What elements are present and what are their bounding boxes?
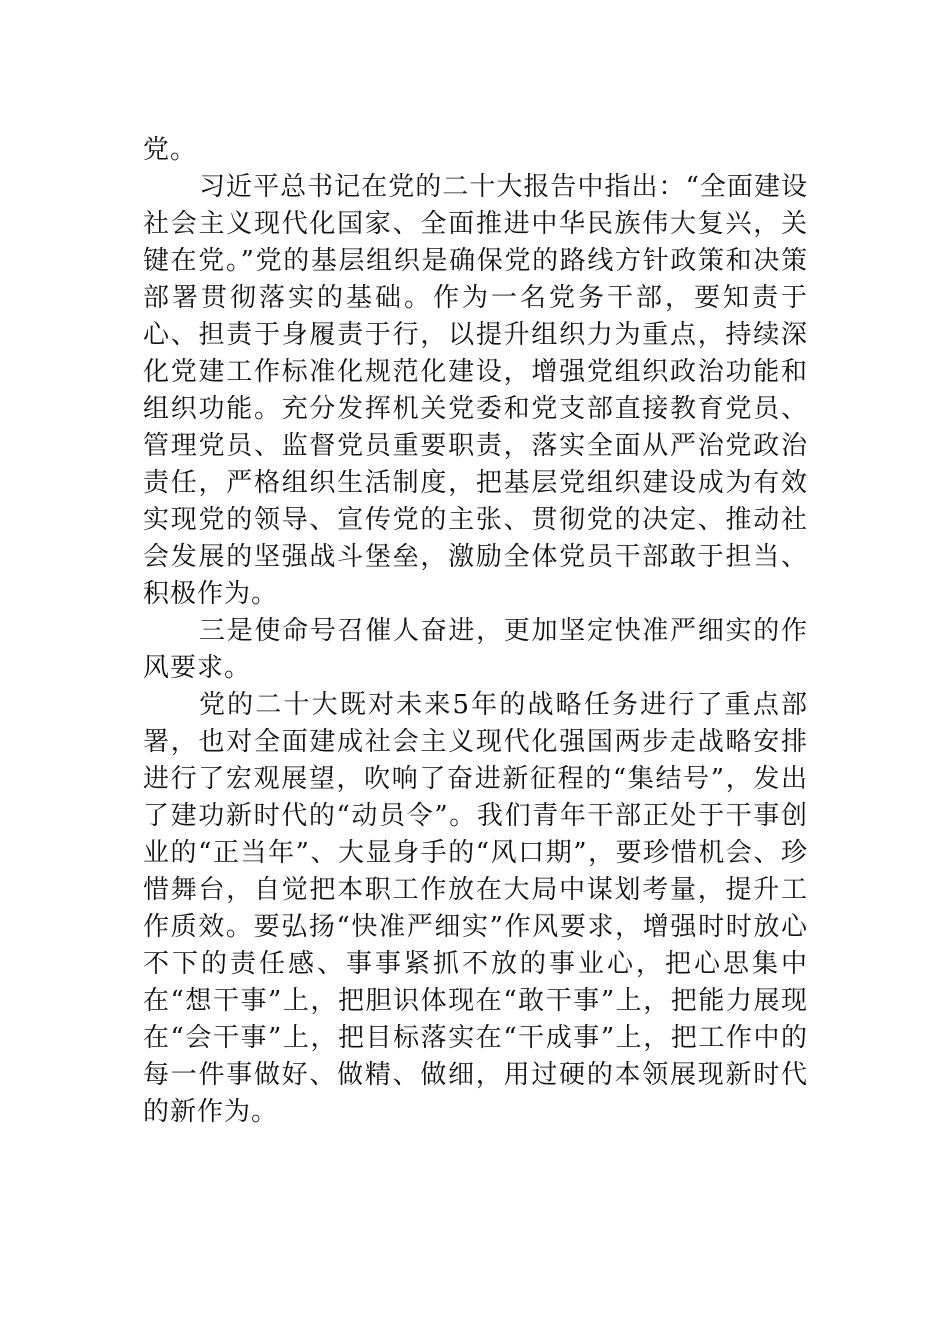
paragraph: 党的二十大既对未来5年的战略任务进行了重点部署，也对全面建成社会主义现代化强国两步走战略安排进行了宏观展望，吹响了奋进新征程的“集结号”，发出了建功新时代的“动员令”。我们青年干部正处于干事创业的“正当年”、大显身手的“风口期”，要珍惜机会、珍惜舞台，自觉把本职工作放在大局中谋划考量，提升工作质效。要弘扬“快准严细实”作风要求，增强时时放心不下的责任感、事事紧抓不放的事业心，把心思集中在“想干事”上，把胆识体现在“敢干事”上，把能力展现在“会干事”上，把目标落实在“干成事”上，把工作中的每一件事做好、做精、做细，用过硬的本领展现新时代的新作为。: [143, 690, 808, 1127]
paragraph-continuation: 党。: [143, 135, 198, 165]
section-heading: 三是使命号召催人奋进，更加坚定快准严细实的作风要求。: [143, 616, 808, 683]
paragraph: 习近平总书记在党的二十大报告中指出：“全面建设社会主义现代化国家、全面推进中华民族伟大复兴，关键在党。”党的基层组织是确保党的路线方针政策和决策部署贯彻落实的基础。作为一名党务干部，要知责于心、担责于身履责于行，以提升组织力为重点，持续深化党建工作标准化规范化建设，增强党组织政治功能和组织功能。充分发挥机关党委和党支部直接教育党员、管理党员、监督党员重要职责，落实全面从严治党政治责任，严格组织生活制度，把基层党组织建设成为有效实现党的领导、宣传党的主张、贯彻党的决定、推动社会发展的坚强战斗堡垒，激励全体党员干部敢于担当、积极作为。: [143, 172, 808, 609]
document-body: [143, 132, 808, 1131]
